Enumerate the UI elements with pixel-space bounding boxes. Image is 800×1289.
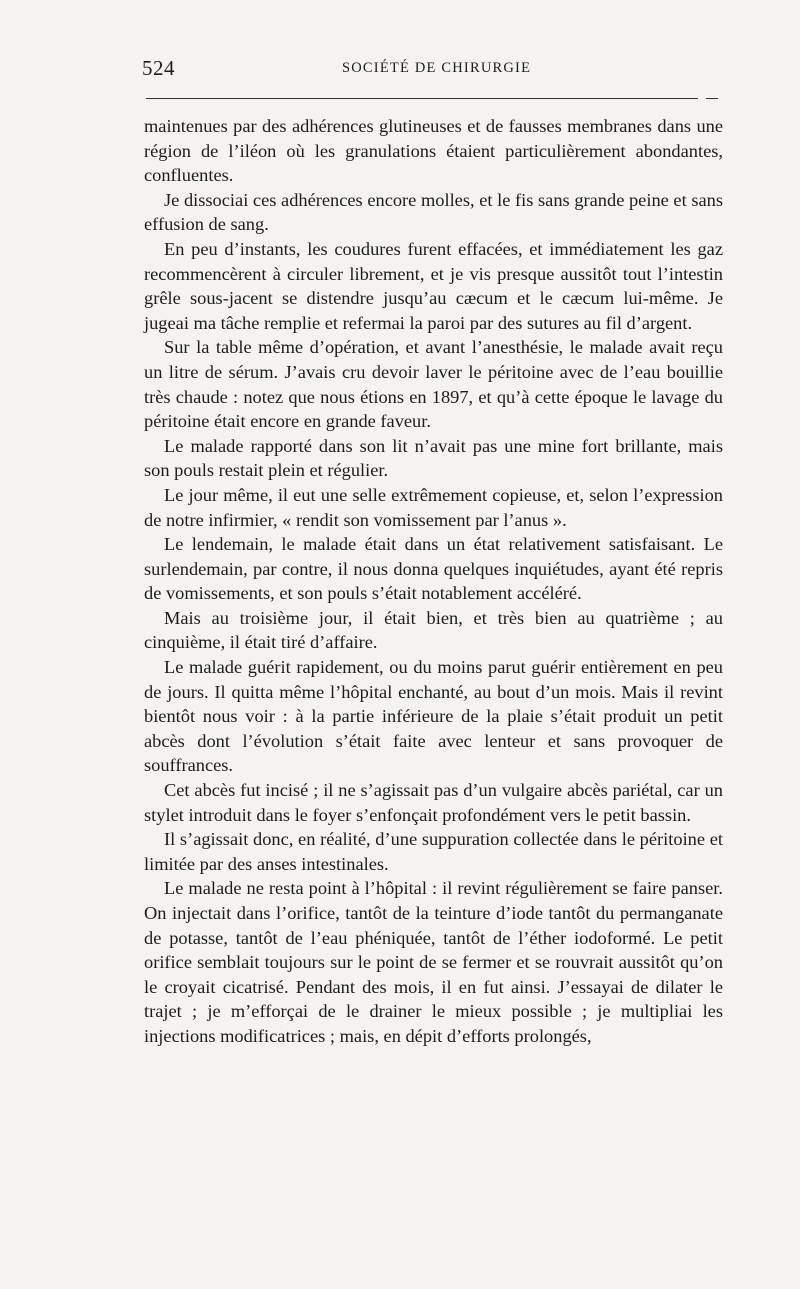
paragraph-10: Cet abcès fut incisé ; il ne s’agissait pas d’un vulgaire abcès pariétal, car un stylet introduit dans le foyer s’enfonçait profondément vers le petit bassin. (144, 780, 723, 825)
header-rule-end (706, 98, 718, 99)
paragraph-2: Je dissociai ces adhérences encore molles, et le fis sans grande peine et sans effusion de sang. (144, 189, 723, 235)
paragraph-9: Le malade guérit rapidement, ou du moins parut guérir entièrement en peu de jours. Il quitta même l’hôpital enchanté, au bout d’un mois. Mais il revint bientôt nous voir : à la partie inférieure de la plaie s’était produit un petit abcès dont l’évolution s’était faite avec lenteur et sans provoquer de souffrances. (144, 657, 723, 776)
paragraph-8: Mais au troisième jour, il était bien, et très bien au quatrième ; au cinquième, il était tiré d’affaire. (144, 607, 723, 653)
paragraph-4: Sur la table même d’opération, et avant l’anesthésie, le malade avait reçu un litre de sérum. J’avais cru devoir laver le péritoine avec de l’eau bouillie très chaude : notez que nous étions en 1897, et qu’à cette époque le lavage du péritoine était encore en grande faveur. (144, 337, 723, 432)
paragraph-5: Le malade rapporté dans son lit n’avait pas une mine fort brillante, mais son pouls restait plein et régulier. (144, 435, 723, 481)
paragraph-3: En peu d’instants, les coudures furent effacées, et immédiatement les gaz recommencèrent à circuler librement, et je vis presque aussitôt tout l’intestin grêle sous-jacent se distendre jusqu’au cæcum et le cæcum lui-même. Je jugeai ma tâche remplie et refermai la paroi par des sutures au fil d’argent. (144, 238, 723, 333)
page-header (142, 56, 722, 84)
body-text (144, 114, 723, 1049)
page-number: 524 (142, 56, 175, 80)
paragraph-1: maintenues par des adhérences glutineuses et de fausses membranes dans une région de l’iléon où les granulations étaient particulièrement abondantes, confluentes. (144, 116, 723, 186)
running-title: SOCIÉTÉ DE CHIRURGIE (342, 60, 532, 76)
paragraph-12: Le malade ne resta point à l’hôpital : il revint régulièrement se faire panser. On injectait dans l’orifice, tantôt de la teinture d’iode tantôt du permanganate de potasse, tantôt de l’eau phéniquée, tantôt de l’éther iodoformé. Le petit orifice semblait toujours sur le point de se fermer et se rouvrait aussitôt qu’on le croyait cicatrisé. Pendant des mois, il en fut ainsi. J’essayai de dilater le trajet ; je m’efforçai de le drainer le mieux possible ; je multipliai les injections modificatrices ; mais, en dépit d’efforts prolongés, (144, 878, 723, 1046)
paragraph-6: Le jour même, il eut une selle extrêmement copieuse, et, selon l’expression de notre infirmier, « rendit son vomissement par l’anus ». (144, 484, 723, 530)
paragraph-7: Le lendemain, le malade était dans un état relativement satisfaisant. Le surlendemain, par contre, il nous donna quelques inquiétudes, ayant été repris de vomissements, et son pouls s’était notablement accéléré. (144, 534, 723, 604)
paragraph-11: Il s’agissait donc, en réalité, d’une suppuration collectée dans le péritoine et limitée par des anses intestinales. (144, 829, 723, 874)
header-rule (146, 98, 698, 99)
